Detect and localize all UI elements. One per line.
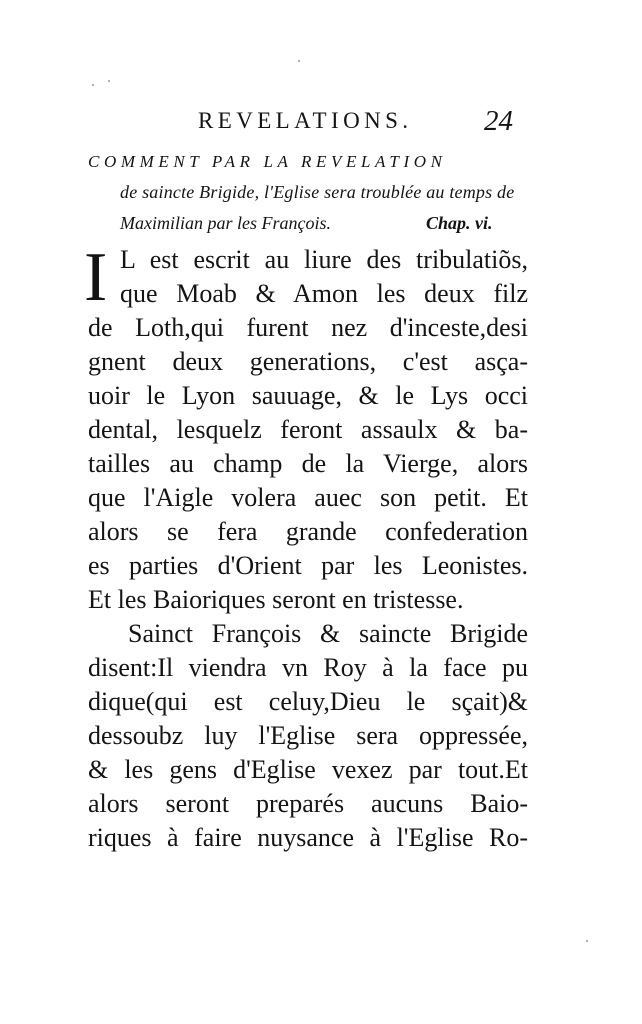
running-head xyxy=(0,105,642,142)
text-line: Sainct François & saincte Brigide xyxy=(128,619,528,648)
text-line: dessoubz luy l'Eglise sera oppressée, xyxy=(88,721,528,750)
text-line: alors se fera grande confederation xyxy=(88,517,528,546)
page-number: 24 xyxy=(484,105,513,137)
chapter-heading-text: Maximilian par les François. xyxy=(120,213,331,233)
text-line: uoir le Lyon sauuage, & le Lys occi xyxy=(88,381,528,410)
text-line: dique(qui est celuy,Dieu le sçait)& xyxy=(88,687,528,716)
running-title: REVELATIONS. xyxy=(198,108,413,133)
text-line: & les gens d'Eglise vexez par tout.Et xyxy=(88,755,528,784)
text-line: gnent deux generations, c'est asça- xyxy=(88,347,528,376)
text-line: riques à faire nuysance à l'Eglise Ro- xyxy=(88,823,528,852)
scan-speck xyxy=(108,80,110,82)
text-line: Et les Baioriques seront en tristesse. xyxy=(88,585,464,614)
drop-cap: I xyxy=(84,239,108,316)
chapter-label: Chap. vi. xyxy=(426,213,493,233)
scan-speck xyxy=(586,940,588,942)
text-line: tailles au champ de la Vierge, alors xyxy=(88,449,528,478)
chapter-heading xyxy=(88,146,528,239)
text-line: de Loth,qui furent nez d'inceste,desi xyxy=(88,313,528,342)
text-line: L est escrit au liure des tribulatiõs, xyxy=(120,245,528,274)
body-text xyxy=(84,239,528,855)
chapter-heading-line: COMMENT PAR LA REVELATION xyxy=(88,152,447,171)
text-line: que l'Aigle volera auec son petit. Et xyxy=(88,483,528,512)
text-line: es parties d'Orient par les Leonistes. xyxy=(88,551,528,580)
scan-speck xyxy=(92,84,94,86)
chapter-heading-line: de saincte Brigide, l'Eglise sera troublée au temps de xyxy=(120,182,515,202)
scan-speck xyxy=(298,60,300,62)
text-line: dental, lesquelz feront assaulx & ba- xyxy=(88,415,528,444)
text-line: que Moab & Amon les deux filz xyxy=(120,279,528,308)
chapter-heading-line xyxy=(88,208,528,239)
text-line: alors seront preparés aucuns Baio- xyxy=(88,789,528,818)
text-line: disent:Il viendra vn Roy à la face pu xyxy=(88,653,528,682)
